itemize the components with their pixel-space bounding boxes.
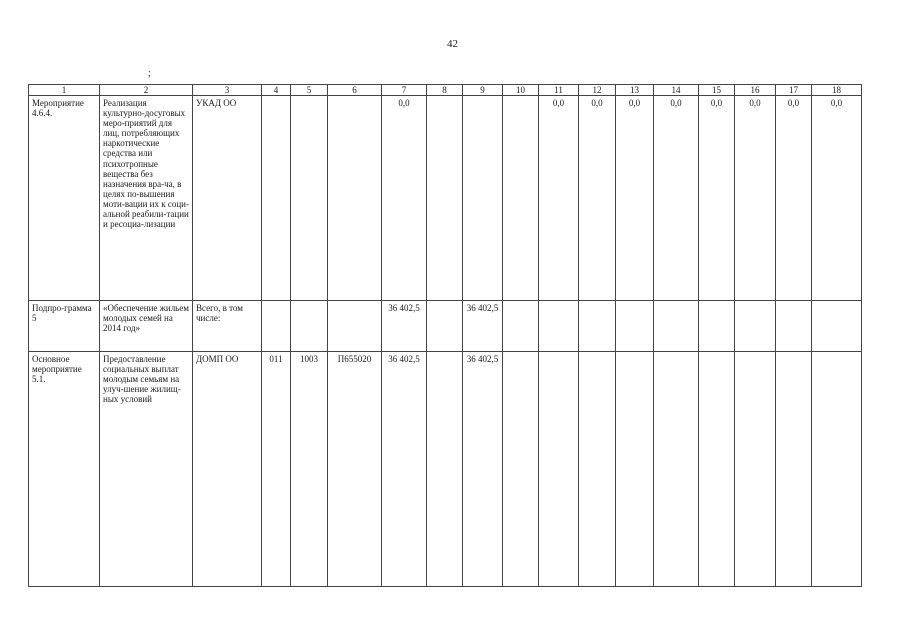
cell-col16 <box>735 352 776 587</box>
cell-col13 <box>616 352 654 587</box>
cell-col17 <box>776 352 812 587</box>
column-header-13: 13 <box>616 85 654 96</box>
cell-col10 <box>503 301 539 352</box>
column-header-17: 17 <box>776 85 812 96</box>
cell-measure-id: Основное мероприятие 5.1. <box>29 352 100 587</box>
cell-col9 <box>463 96 503 301</box>
cell-responsible: Всего, в том числе: <box>193 301 262 352</box>
cell-col14: 0,0 <box>654 96 699 301</box>
cell-col15 <box>699 352 735 587</box>
cell-col15: 0,0 <box>699 96 735 301</box>
cell-col18 <box>812 301 862 352</box>
cell-col14 <box>654 352 699 587</box>
cell-col9: 36 402,5 <box>463 301 503 352</box>
cell-measure-id: Мероприятие 4.6.4. <box>29 96 100 301</box>
cell-col7: 36 402,5 <box>382 352 427 587</box>
program-table <box>28 84 862 587</box>
cell-col8 <box>427 96 463 301</box>
page-number: 42 <box>447 38 458 50</box>
cell-col17 <box>776 301 812 352</box>
cell-col15 <box>699 301 735 352</box>
cell-col6: П655020 <box>328 352 382 587</box>
column-header-8: 8 <box>427 85 463 96</box>
column-header-2: 2 <box>100 85 193 96</box>
cell-col16: 0,0 <box>735 96 776 301</box>
column-header-15: 15 <box>699 85 735 96</box>
cell-description: Предоставление социальных выплат молодым семьям на улуч-шение жилищ-ных условий <box>100 352 193 587</box>
cell-description: «Обеспечение жильем молодых семей на 2014 год» <box>100 301 193 352</box>
cell-col5 <box>291 301 328 352</box>
column-header-12: 12 <box>579 85 616 96</box>
cell-col18 <box>812 352 862 587</box>
cell-col12: 0,0 <box>579 96 616 301</box>
cell-col11: 0,0 <box>539 96 579 301</box>
table-row <box>29 301 862 352</box>
column-header-18: 18 <box>812 85 862 96</box>
cell-col6 <box>328 96 382 301</box>
cell-col5: 1003 <box>291 352 328 587</box>
cell-col10 <box>503 96 539 301</box>
column-header-14: 14 <box>654 85 699 96</box>
column-header-5: 5 <box>291 85 328 96</box>
cell-col9: 36 402,5 <box>463 352 503 587</box>
cell-col4 <box>262 301 291 352</box>
cell-col11 <box>539 352 579 587</box>
cell-col7: 0,0 <box>382 96 427 301</box>
cell-responsible: УКАД ОО <box>193 96 262 301</box>
column-number-row <box>29 85 862 96</box>
cell-col12 <box>579 352 616 587</box>
cell-col14 <box>654 301 699 352</box>
cell-col8 <box>427 352 463 587</box>
column-header-16: 16 <box>735 85 776 96</box>
column-header-4: 4 <box>262 85 291 96</box>
cell-col11 <box>539 301 579 352</box>
cell-col4: 011 <box>262 352 291 587</box>
column-header-3: 3 <box>193 85 262 96</box>
cell-col17: 0,0 <box>776 96 812 301</box>
cell-col13 <box>616 301 654 352</box>
cell-col13: 0,0 <box>616 96 654 301</box>
column-header-6: 6 <box>328 85 382 96</box>
cell-responsible: ДОМП ОО <box>193 352 262 587</box>
cell-col4 <box>262 96 291 301</box>
column-header-10: 10 <box>503 85 539 96</box>
table-row <box>29 352 862 587</box>
column-header-7: 7 <box>382 85 427 96</box>
cell-col8 <box>427 301 463 352</box>
table-row <box>29 96 862 301</box>
column-header-9: 9 <box>463 85 503 96</box>
stray-mark: ; <box>148 68 151 79</box>
cell-col6 <box>328 301 382 352</box>
cell-col7: 36 402,5 <box>382 301 427 352</box>
column-header-1: 1 <box>29 85 100 96</box>
cell-col12 <box>579 301 616 352</box>
cell-description: Реализация культурно-досуговых меро-приятий для лиц, потребляющих наркотические средства или психотропные вещества без назначения вра-ча, в целях по-вышения моти-вации их к соци-альной реабили-тации и ресоциа-лизации <box>100 96 193 301</box>
cell-col16 <box>735 301 776 352</box>
cell-col10 <box>503 352 539 587</box>
cell-col5 <box>291 96 328 301</box>
column-header-11: 11 <box>539 85 579 96</box>
cell-measure-id: Подпро-грамма 5 <box>29 301 100 352</box>
cell-col18: 0,0 <box>812 96 862 301</box>
